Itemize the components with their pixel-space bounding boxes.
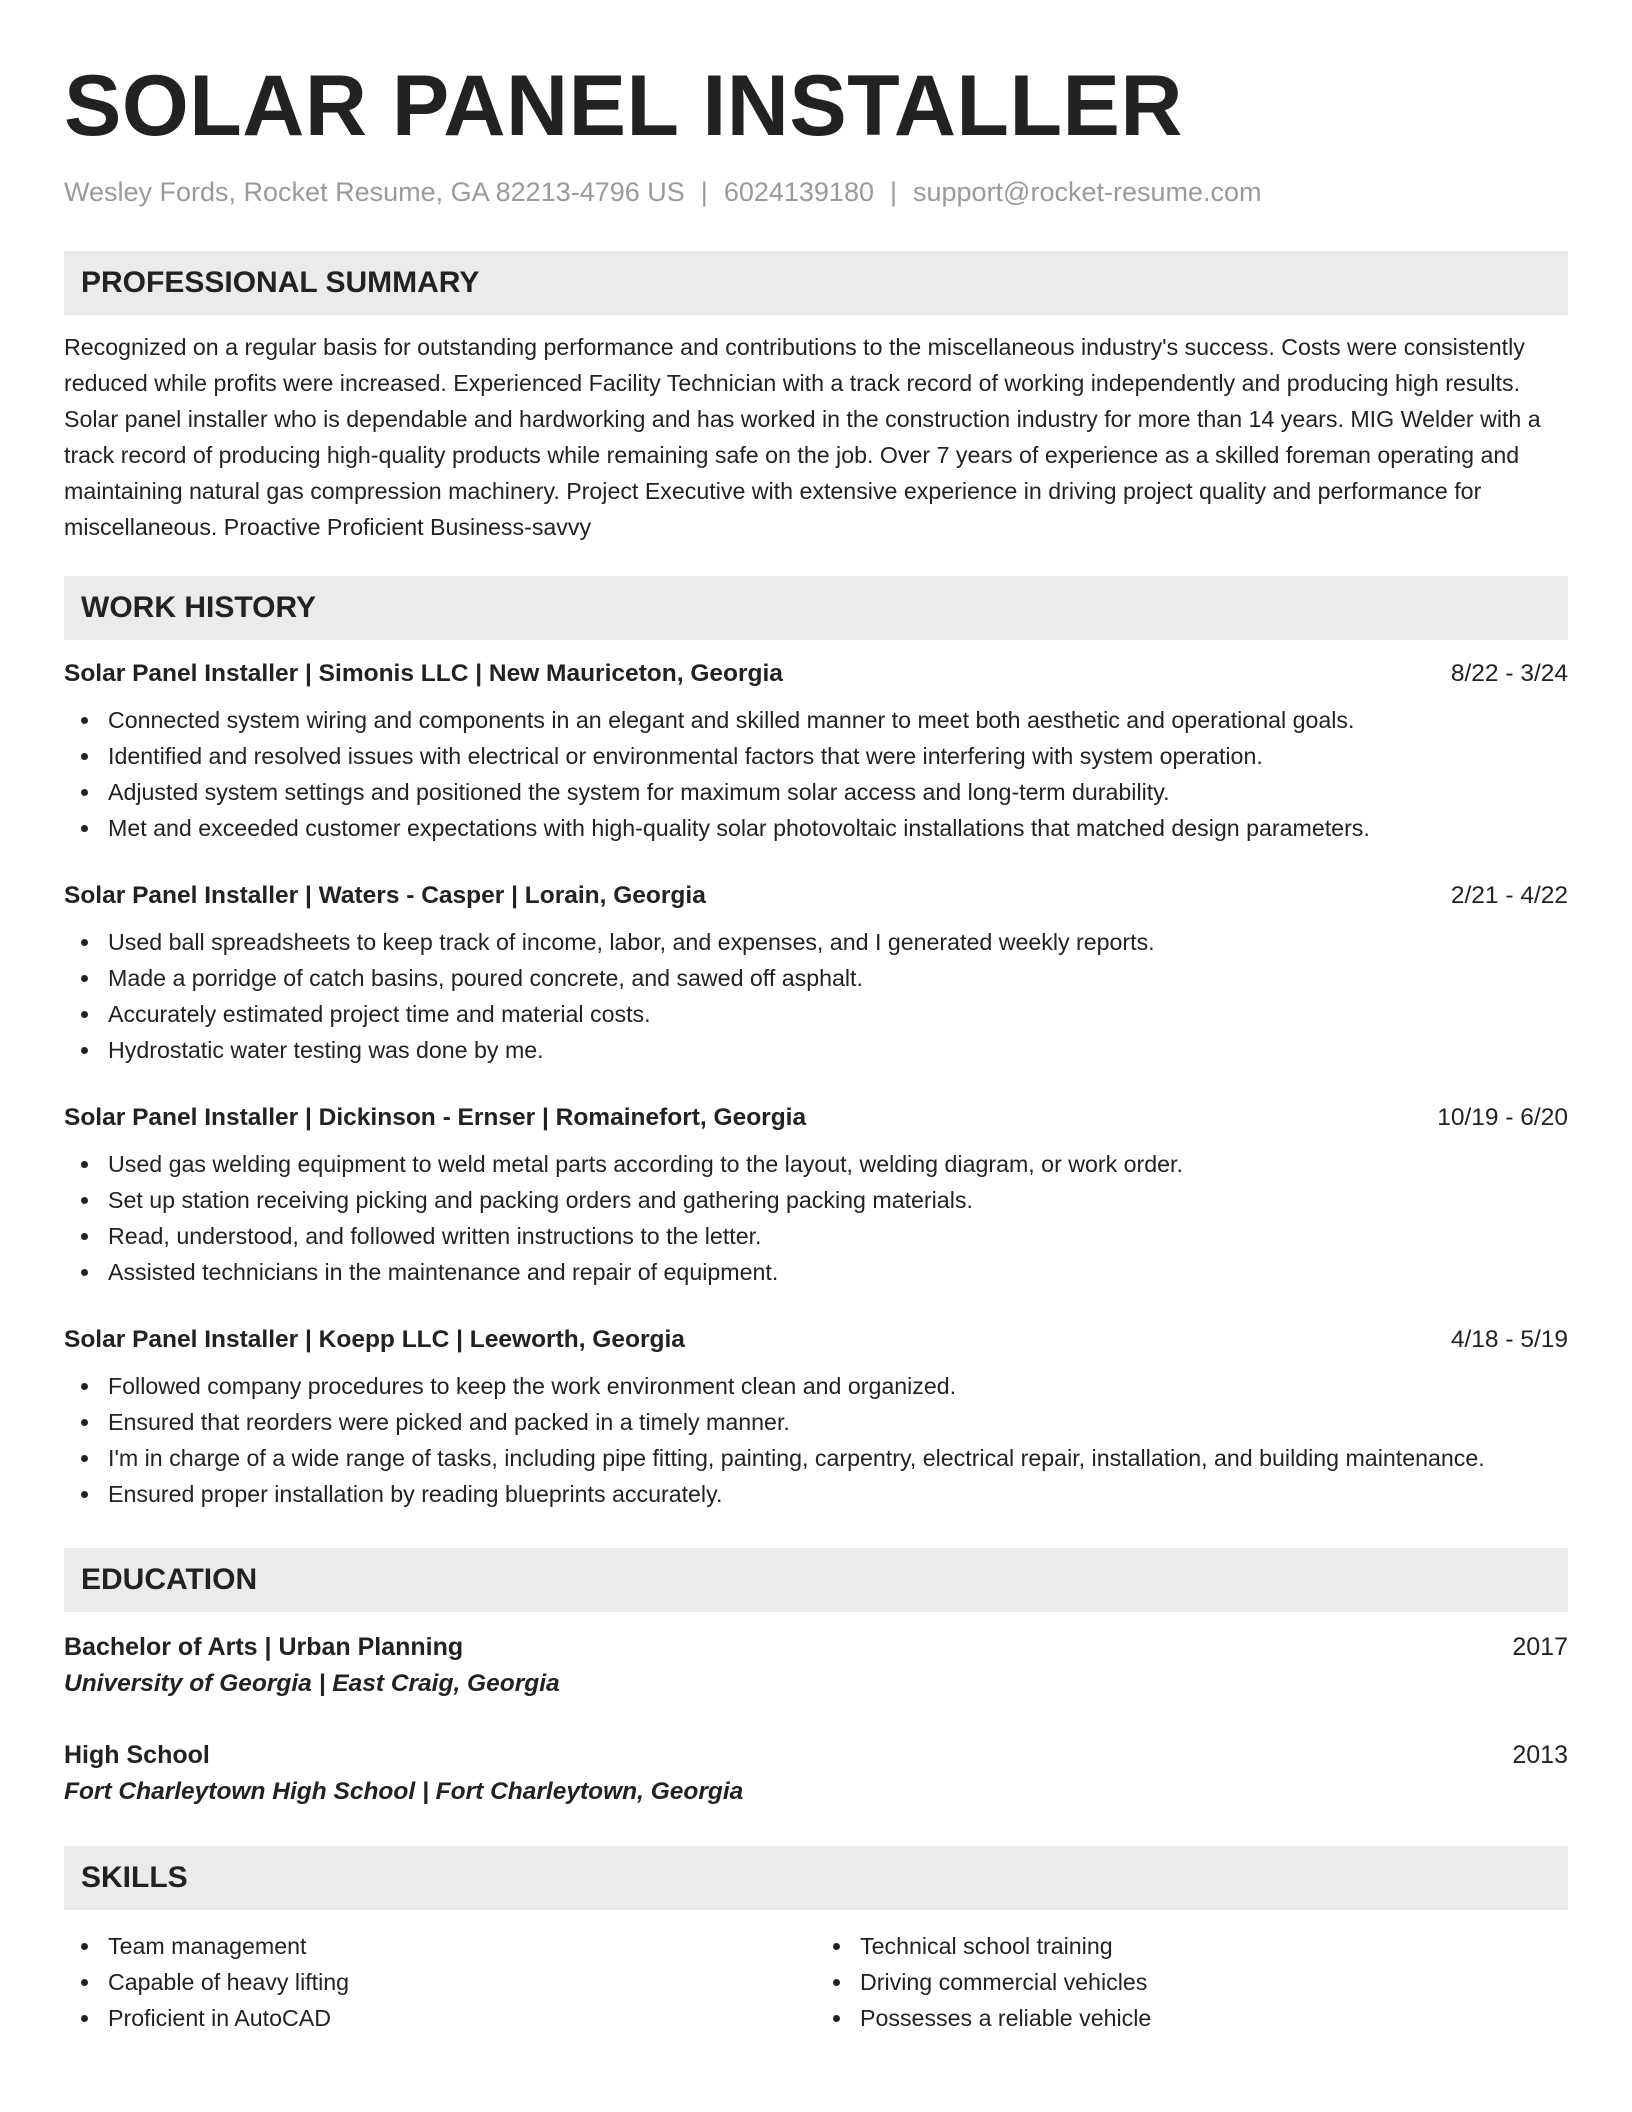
job-title: Solar Panel Installer | Dickinson - Ernser | Romainefort, Georgia (64, 1104, 807, 1131)
job-bullet: Used ball spreadsheets to keep track of income, labor, and expenses, and I generated weekly reports. (64, 924, 1568, 960)
job-entry (64, 1322, 1568, 1512)
job-bullet: Read, understood, and followed written instructions to the letter. (64, 1218, 1568, 1254)
skill-item: Capable of heavy lifting (64, 1964, 816, 2000)
skills-section-header (64, 1846, 1568, 1910)
job-entry (64, 878, 1568, 1068)
job-title: Solar Panel Installer | Koepp LLC | Leeworth, Georgia (64, 1326, 685, 1353)
job-entry (64, 1100, 1568, 1290)
education-degree: Bachelor of Arts | Urban Planning (64, 1633, 464, 1661)
skill-item: Team management (64, 1928, 816, 1964)
job-entry (64, 656, 1568, 846)
skill-item: Driving commercial vehicles (816, 1964, 1568, 2000)
contact-address: Wesley Fords, Rocket Resume, GA 82213-4796 US (64, 177, 685, 207)
skill-item: Possesses a reliable vehicle (816, 2000, 1568, 2036)
education-section-header (64, 1548, 1568, 1612)
education-heading: EDUCATION (81, 1563, 258, 1596)
job-dates: 10/19 - 6/20 (1437, 1104, 1568, 1131)
contact-separator: | (700, 177, 708, 207)
contact-phone: 6024139180 (723, 177, 874, 207)
contact-line (64, 174, 1568, 210)
job-header (64, 1322, 1568, 1358)
education-school: Fort Charleytown High School | Fort Charleytown, Georgia (64, 1778, 744, 1805)
work-heading: WORK HISTORY (81, 591, 317, 624)
job-bullets (64, 1146, 1568, 1290)
education-degree: High School (64, 1741, 210, 1769)
job-bullet: Ensured that reorders were picked and packed in a timely manner. (64, 1404, 1568, 1440)
job-bullet: Set up station receiving picking and packing orders and gathering packing materials. (64, 1182, 1568, 1218)
job-dates: 4/18 - 5/19 (1450, 1326, 1568, 1353)
job-title: Solar Panel Installer | Waters - Casper | Lorain, Georgia (64, 882, 706, 909)
work-section-header (64, 576, 1568, 640)
skill-item: Technical school training (816, 1928, 1568, 1964)
skills-column-left (64, 1928, 816, 2036)
job-bullet: I'm in charge of a wide range of tasks, including pipe fitting, painting, carpentry, electrical repair, installation, and building maintenance. (64, 1440, 1568, 1476)
job-bullet: Followed company procedures to keep the work environment clean and organized. (64, 1368, 1568, 1404)
education-school: University of Georgia | East Craig, Georgia (64, 1670, 560, 1697)
resume-title: SOLAR PANEL INSTALLER (64, 58, 1183, 154)
job-bullets (64, 924, 1568, 1068)
job-bullet: Used gas welding equipment to weld metal parts according to the layout, welding diagram, or work order. (64, 1146, 1568, 1182)
job-bullet: Accurately estimated project time and material costs. (64, 996, 1568, 1032)
job-bullet: Identified and resolved issues with electrical or environmental factors that were interfering with system operation. (64, 738, 1568, 774)
education-header (64, 1628, 1568, 1666)
skills-heading: SKILLS (81, 1861, 188, 1894)
education-year: 2017 (1512, 1633, 1568, 1661)
education-year: 2013 (1512, 1741, 1568, 1769)
job-bullet: Met and exceeded customer expectations with high-quality solar photovoltaic installations that matched design parameters. (64, 810, 1568, 846)
contact-separator: | (889, 177, 897, 207)
education-entry (64, 1628, 1568, 1702)
job-bullet: Made a porridge of catch basins, poured concrete, and sawed off asphalt. (64, 960, 1568, 996)
summary-text: Recognized on a regular basis for outstanding performance and contributions to the miscellaneous industry's success. Costs were consistently reduced while profits were increased. Experienced Facility Technician with a track record of working independently and producing high results. Solar panel installer who is dependable and hardworking and has worked in the construction industry for more than 14 years. MIG Welder with a track record of producing high-quality products while remaining safe on the job. Over 7 years of experience as a skilled foreman operating and maintaining natural gas compression machinery. Project Executive with extensive experience in driving project quality and performance for miscellaneous. Proactive Proficient Business-savvy (64, 334, 1541, 540)
skill-item: Proficient in AutoCAD (64, 2000, 816, 2036)
job-header (64, 878, 1568, 914)
summary-heading: PROFESSIONAL SUMMARY (81, 266, 480, 299)
job-bullets (64, 1368, 1568, 1512)
job-bullet: Adjusted system settings and positioned the system for maximum solar access and long-term durability. (64, 774, 1568, 810)
education-header (64, 1736, 1568, 1774)
summary-section-header (64, 251, 1568, 315)
job-bullet: Connected system wiring and components in an elegant and skilled manner to meet both aesthetic and operational goals. (64, 702, 1568, 738)
job-bullets (64, 702, 1568, 846)
job-header (64, 656, 1568, 692)
job-bullet: Assisted technicians in the maintenance and repair of equipment. (64, 1254, 1568, 1290)
job-title: Solar Panel Installer | Simonis LLC | New Mauriceton, Georgia (64, 660, 783, 687)
education-entry (64, 1736, 1568, 1810)
job-bullet: Hydrostatic water testing was done by me. (64, 1032, 1568, 1068)
skills-list (64, 1928, 1568, 2036)
skills-column-right (816, 1928, 1568, 2036)
contact-email: support@rocket-resume.com (913, 177, 1262, 207)
job-dates: 2/21 - 4/22 (1450, 882, 1568, 909)
job-dates: 8/22 - 3/24 (1450, 660, 1568, 687)
job-bullet: Ensured proper installation by reading blueprints accurately. (64, 1476, 1568, 1512)
job-header (64, 1100, 1568, 1136)
